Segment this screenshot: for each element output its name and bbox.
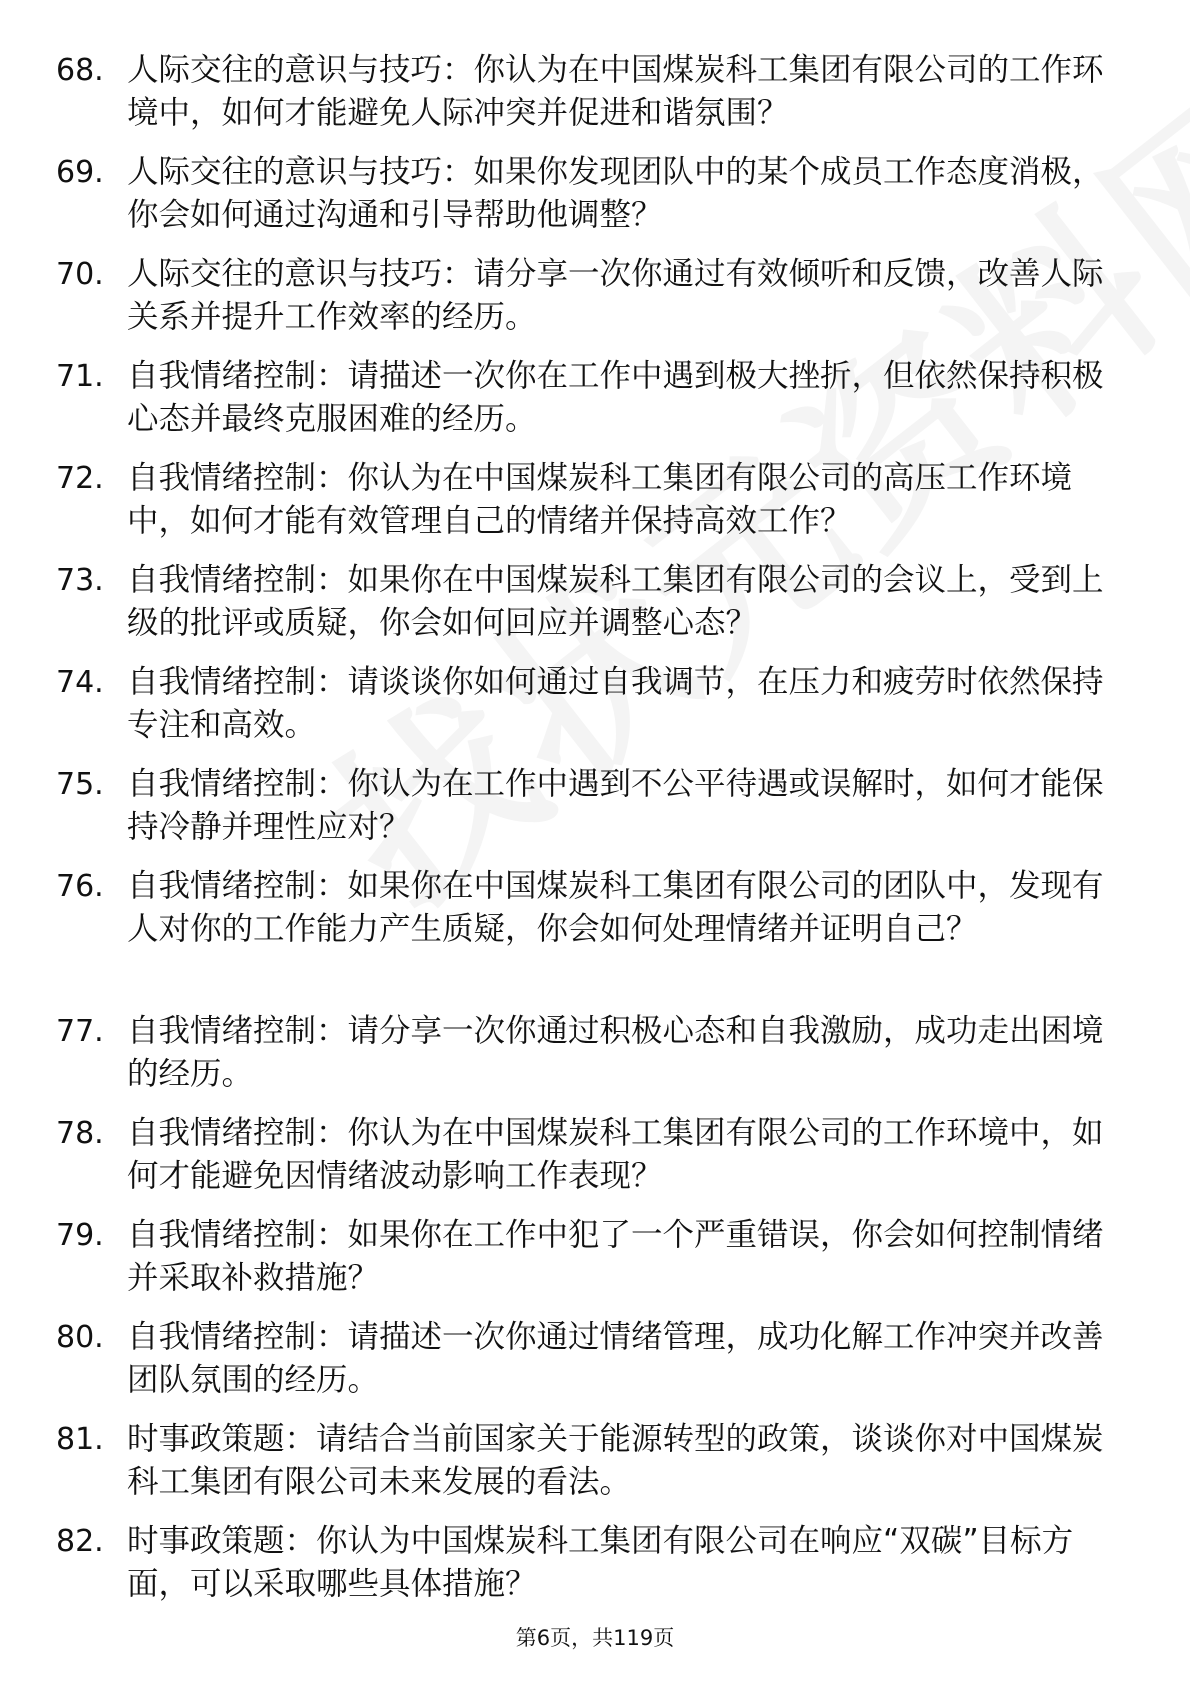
question-item (0, 1418, 1190, 1520)
question-number: 71. (56, 359, 104, 394)
question-item (0, 1214, 1190, 1316)
question-text: 自我情绪控制：你认为在工作中遇到不公平待遇或误解时，如何才能保持冷静并理性应对？ (127, 766, 1104, 845)
question-list (0, 49, 1190, 1622)
question-text: 人际交往的意识与技巧：请分享一次你通过有效倾听和反馈，改善人际关系并提升工作效率的经历。 (127, 256, 1104, 335)
question-item (0, 49, 1190, 151)
question-item (0, 355, 1190, 457)
question-number: 75. (56, 767, 104, 802)
question-text: 自我情绪控制：如果你在中国煤炭科工集团有限公司的会议上，受到上级的批评或质疑，你会如何回应并调整心态？ (127, 562, 1104, 641)
question-item (0, 661, 1190, 763)
question-text: 时事政策题：你认为中国煤炭科工集团有限公司在响应“双碳”目标方面，可以采取哪些具体措施？ (127, 1523, 1074, 1602)
question-number: 82. (56, 1524, 104, 1559)
question-number: 68. (56, 53, 104, 88)
question-item (0, 1112, 1190, 1214)
question-text: 人际交往的意识与技巧：你认为在中国煤炭科工集团有限公司的工作环境中，如何才能避免人际冲突并促进和谐氛围？ (127, 52, 1104, 131)
question-number: 73. (56, 563, 104, 598)
question-item (0, 457, 1190, 559)
question-number: 76. (56, 869, 104, 904)
question-text: 自我情绪控制：请描述一次你通过情绪管理，成功化解工作冲突并改善团队氛围的经历。 (127, 1319, 1104, 1398)
question-number: 79. (56, 1218, 104, 1253)
question-number: 74. (56, 665, 104, 700)
page-footer: 第6页，共119页 (515, 1626, 675, 1650)
question-number: 72. (56, 461, 104, 496)
question-item (0, 559, 1190, 661)
question-text: 自我情绪控制：请分享一次你通过积极心态和自我激励，成功走出困境的经历。 (127, 1013, 1104, 1092)
question-item (0, 151, 1190, 253)
question-item (0, 1316, 1190, 1418)
question-text: 自我情绪控制：请谈谈你如何通过自我调节，在压力和疲劳时依然保持专注和高效。 (127, 664, 1104, 743)
question-text: 自我情绪控制：如果你在中国煤炭科工集团有限公司的团队中，发现有人对你的工作能力产生质疑，你会如何处理情绪并证明自己？ (127, 868, 1104, 947)
question-item (0, 1520, 1190, 1622)
question-text: 自我情绪控制：你认为在中国煤炭科工集团有限公司的高压工作环境中，如何才能有效管理自己的情绪并保持高效工作？ (127, 460, 1073, 539)
question-item (0, 253, 1190, 355)
question-text: 时事政策题：请结合当前国家关于能源转型的政策，谈谈你对中国煤炭科工集团有限公司未来发展的看法。 (127, 1421, 1104, 1500)
question-number: 78. (56, 1116, 104, 1151)
question-text: 自我情绪控制：请描述一次你在工作中遇到极大挫折，但依然保持积极心态并最终克服困难的经历。 (127, 358, 1104, 437)
question-item (0, 763, 1190, 865)
question-text: 自我情绪控制：如果你在工作中犯了一个严重错误，你会如何控制情绪并采取补救措施？ (127, 1217, 1104, 1296)
question-number: 77. (56, 1014, 104, 1049)
question-item (0, 1010, 1190, 1112)
question-number: 70. (56, 257, 104, 292)
question-item (0, 865, 1190, 1010)
question-number: 69. (56, 155, 104, 190)
question-number: 81. (56, 1422, 104, 1457)
question-text: 自我情绪控制：你认为在中国煤炭科工集团有限公司的工作环境中，如何才能避免因情绪波动影响工作表现？ (127, 1115, 1104, 1194)
question-text: 人际交往的意识与技巧：如果你发现团队中的某个成员工作态度消极，你会如何通过沟通和引导帮助他调整？ (127, 154, 1104, 233)
question-number: 80. (56, 1320, 104, 1355)
